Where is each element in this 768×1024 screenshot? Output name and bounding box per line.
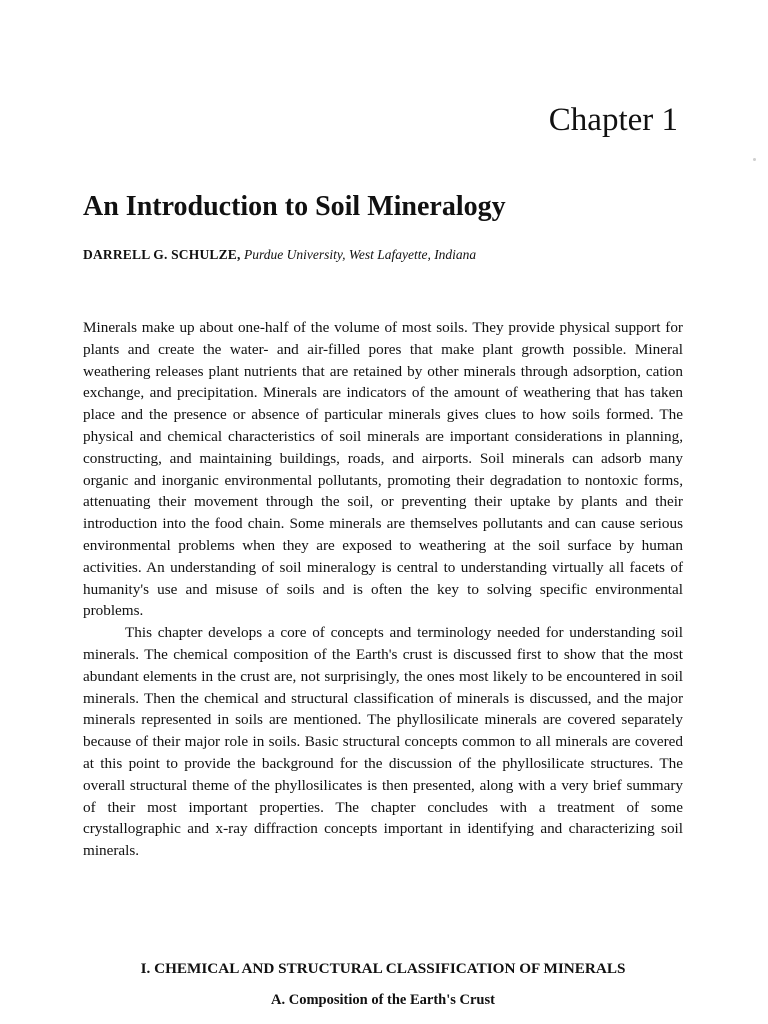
body-text xyxy=(83,317,683,862)
author-affiliation: Purdue University, West Lafayette, Indiana xyxy=(243,247,477,262)
author-line xyxy=(83,246,476,264)
subsection-heading: A. Composition of the Earth's Crust xyxy=(271,992,495,1008)
section-heading: I. CHEMICAL AND STRUCTURAL CLASSIFICATION OF MINERALS xyxy=(140,960,626,977)
paragraph-2: This chapter develops a core of concepts and terminology needed for understanding soil minerals. The chemical composition of the Earth's crust is discussed first to show that the most abundant elements in the crust are, not surprisingly, the ones most likely to be encountered in soil minerals. Then the chemical and structural classification of minerals is discussed, and the major minerals represented in soils are mentioned. The phyllosilicate minerals are covered separately because of their major role in soils. Basic structural concepts common to all minerals are covered at this point to provide the background for the discussion of the phyllosilicate structures. The overall structural theme of the phyllosilicates is then presented, along with a very brief summary of their most important properties. The chapter concludes with a treatment of some crystallographic and x-ray diffraction concepts important in identifying and characterizing soil minerals. xyxy=(83,624,683,860)
author-name: DARRELL G. SCHULZE, xyxy=(83,247,241,262)
paragraph-1: Minerals make up about one-half of the volume of most soils. They provide physical support for plants and create the water- and air-filled pores that make plant growth possible. Mineral weathering releases plant nutrients that are retained by other minerals through adsorption, cation exchange, and precipitation. Minerals are indicators of the amount of weathering that has taken place and the presence or absence of particular minerals gives clues to how soils formed. The physical and chemical characteristics of soil minerals are important considerations in planning, constructing, and maintaining buildings, roads, and airports. Soil minerals can adsorb many organic and inorganic environmental pollutants, promoting their degradation to nontoxic forms, attenuating their movement through the soil, or preventing their uptake by plants and their introduction into the food chain. Some minerals are themselves pollutants and can cause serious environmental problems when they are exposed to weathering at the soil surface by human activities. An understanding of soil mineralogy is central to understanding virtually all facets of humanity's use and misuse of soils and is often the key to solving specific environmental problems. xyxy=(83,319,683,620)
chapter-label: Chapter 1 xyxy=(548,102,678,138)
chapter-title: An Introduction to Soil Mineralogy xyxy=(83,191,506,222)
scan-speck xyxy=(753,158,756,161)
